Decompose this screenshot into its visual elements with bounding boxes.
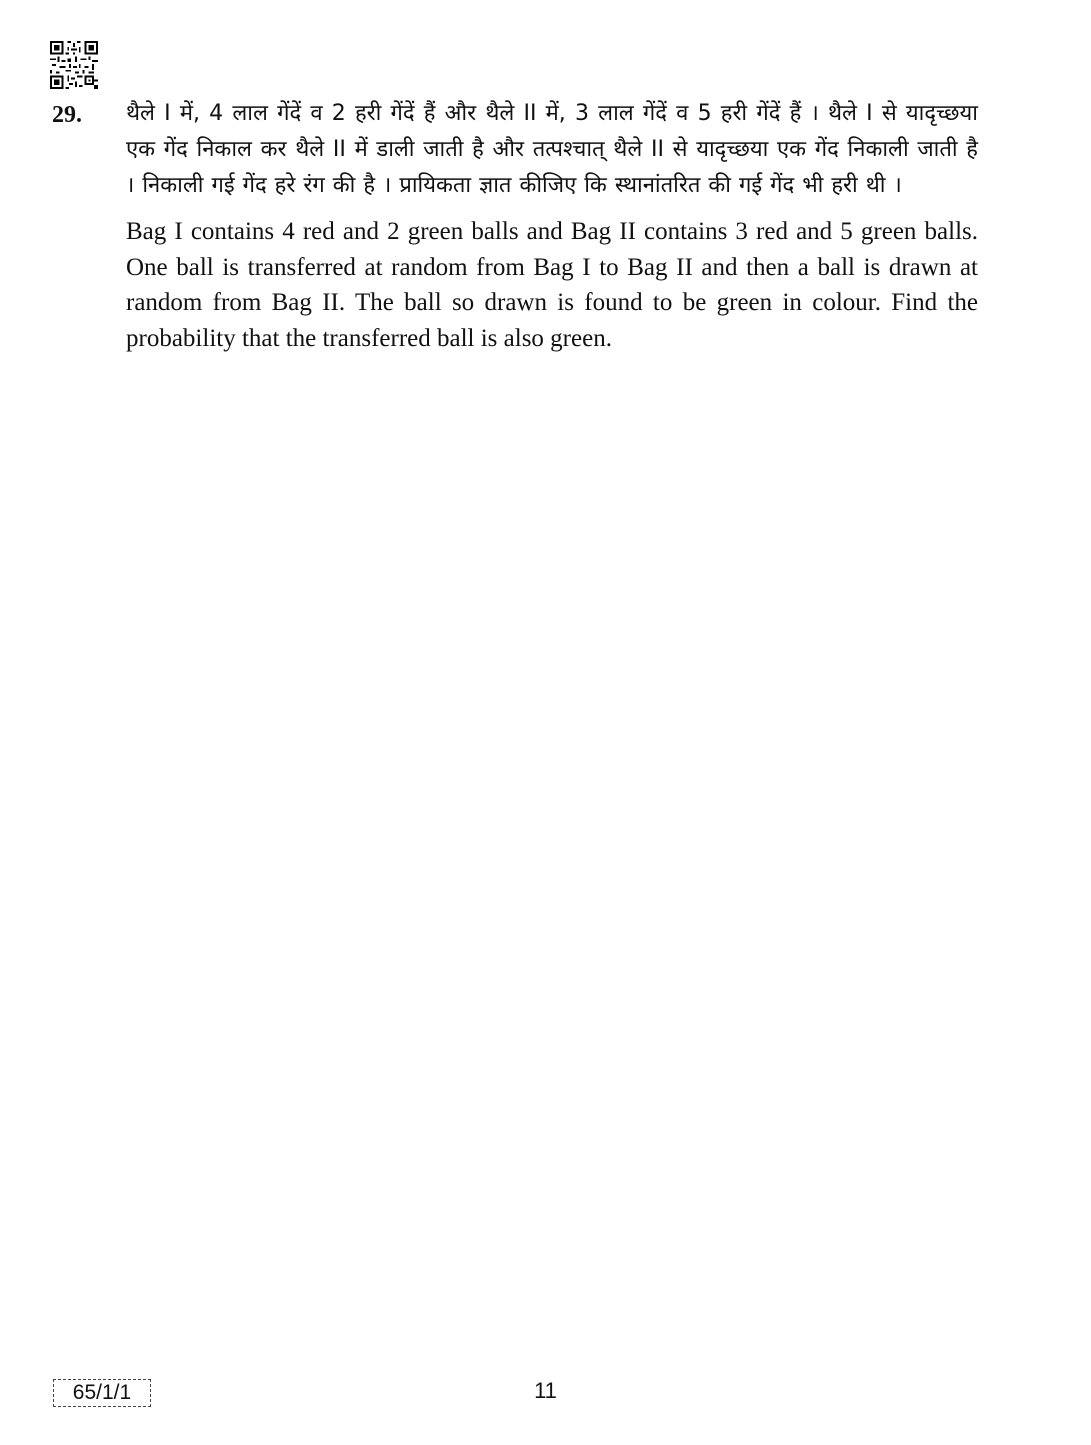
- question-text-english: Bag I contains 4 red and 2 green balls and Bag II contains 3 red and 5 green balls. One ball is transferred at random from Bag I to Bag II and then a ball is drawn at random from Bag II. The ball so drawn is found to be green in colour. Find the probability that the transferred ball is also green.: [126, 218, 978, 352]
- question-text-hindi: थैले I में, 4 लाल गेंदें व 2 हरी गेंदें हैं और थैले II में, 3 लाल गेंदें व 5 हरी गेंदें हैं । थैले I से यादृच्छया एक गेंद निकाल कर थैले II में डाली जाती है और तत्पश्चात् थैले II से यादृच्छया एक गेंद निकाली जाती है । निकाली गई गेंद हरे रंग की है । प्रायिकता ज्ञात कीजिए कि स्थानांतरित की गई गेंद भी हरी थी ।: [126, 101, 978, 198]
- question-body: [126, 96, 978, 356]
- question-number: 29.: [52, 102, 82, 128]
- qr-code-icon: [50, 41, 98, 89]
- page-number: 11: [534, 1378, 557, 1403]
- paper-code: 65/1/1: [53, 1379, 151, 1407]
